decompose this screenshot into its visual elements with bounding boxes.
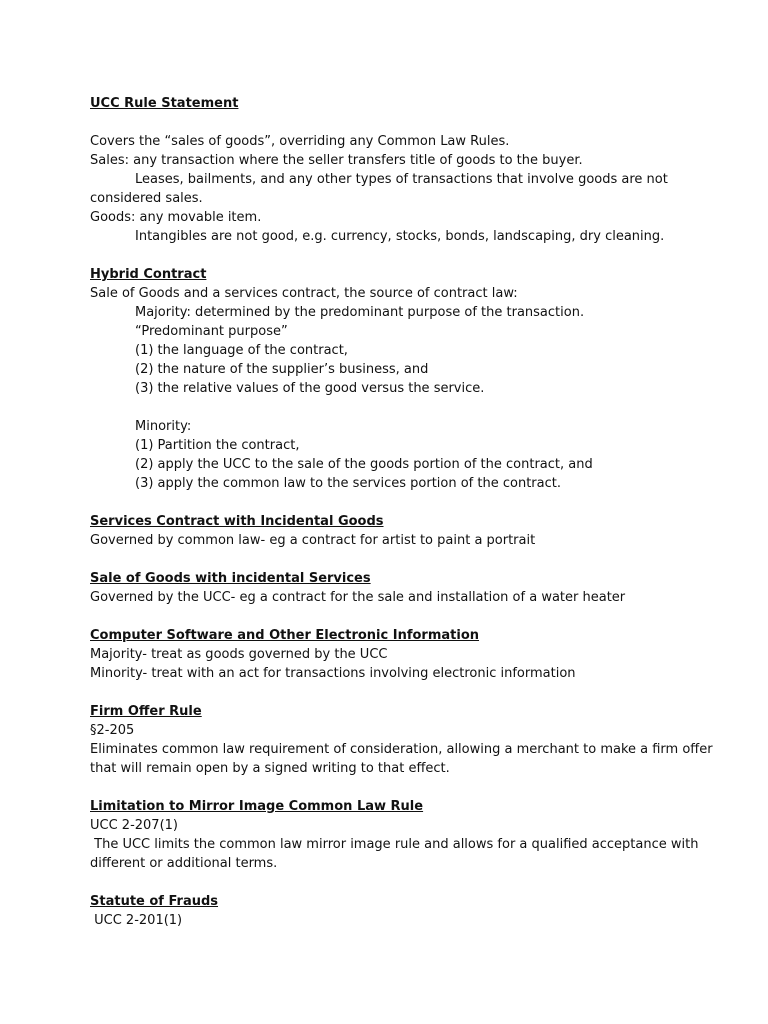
- paragraph-line-indented: Minority:: [135, 419, 192, 434]
- section-heading-statute-of-frauds: Statute of Frauds: [90, 894, 219, 909]
- paragraph-line: Eliminates common law requirement of consideration, allowing a merchant to make a firm offer: [90, 742, 713, 757]
- paragraph-line-indented: Intangibles are not good, e.g. currency, stocks, bonds, landscaping, dry cleaning.: [135, 229, 665, 244]
- paragraph-line-indented: Majority: determined by the predominant purpose of the transaction.: [135, 305, 585, 320]
- list-item: (3) the relative values of the good versus the service.: [135, 381, 485, 396]
- section-heading-services-contract: Services Contract with Incidental Goods: [90, 514, 384, 529]
- list-item: (3) apply the common law to the services portion of the contract.: [135, 476, 561, 491]
- list-item: (2) the nature of the supplier’s business, and: [135, 362, 429, 377]
- spacer: [90, 246, 730, 265]
- paragraph-line: different or additional terms.: [90, 856, 278, 871]
- spacer: [90, 607, 730, 626]
- paragraph-line: Governed by common law- eg a contract for artist to paint a portrait: [90, 533, 536, 548]
- paragraph-line: Governed by the UCC- eg a contract for the sale and installation of a water heater: [90, 590, 626, 605]
- paragraph-line: UCC 2-201(1): [90, 913, 183, 928]
- paragraph-line: Majority- treat as goods governed by the UCC: [90, 647, 388, 662]
- paragraph-line: §2-205: [90, 723, 135, 738]
- spacer: [90, 873, 730, 892]
- list-item: (1) the language of the contract,: [135, 343, 348, 358]
- paragraph-line: Minority- treat with an act for transactions involving electronic information: [90, 666, 576, 681]
- section-heading-hybrid-contract: Hybrid Contract: [90, 267, 207, 282]
- document-page: [90, 94, 730, 930]
- paragraph-line: Goods: any movable item.: [90, 210, 262, 225]
- paragraph-line-indented: Leases, bailments, and any other types of transactions that involve goods are not: [135, 172, 668, 187]
- spacer: [90, 398, 730, 417]
- paragraph-line: Sales: any transaction where the seller transfers title of goods to the buyer.: [90, 153, 583, 168]
- section-heading-firm-offer-rule: Firm Offer Rule: [90, 704, 202, 719]
- paragraph-line: that will remain open by a signed writing to that effect.: [90, 761, 450, 776]
- paragraph-line-indented: “Predominant purpose”: [135, 324, 288, 339]
- section-heading-ucc-rule-statement: UCC Rule Statement: [90, 96, 239, 111]
- section-heading-computer-software: Computer Software and Other Electronic Information: [90, 628, 480, 643]
- section-heading-sale-of-goods: Sale of Goods with incidental Services: [90, 571, 371, 586]
- spacer: [90, 683, 730, 702]
- paragraph-line: Covers the “sales of goods”, overriding any Common Law Rules.: [90, 134, 510, 149]
- list-item: (2) apply the UCC to the sale of the goods portion of the contract, and: [135, 457, 593, 472]
- paragraph-line: The UCC limits the common law mirror image rule and allows for a qualified acceptance with: [90, 837, 699, 852]
- spacer: [90, 113, 730, 132]
- paragraph-line: considered sales.: [90, 191, 203, 206]
- section-heading-mirror-image: Limitation to Mirror Image Common Law Rule: [90, 799, 424, 814]
- spacer: [90, 493, 730, 512]
- list-item: (1) Partition the contract,: [135, 438, 300, 453]
- spacer: [90, 778, 730, 797]
- paragraph-line: UCC 2-207(1): [90, 818, 178, 833]
- spacer: [90, 550, 730, 569]
- paragraph-line: Sale of Goods and a services contract, the source of contract law:: [90, 286, 518, 301]
